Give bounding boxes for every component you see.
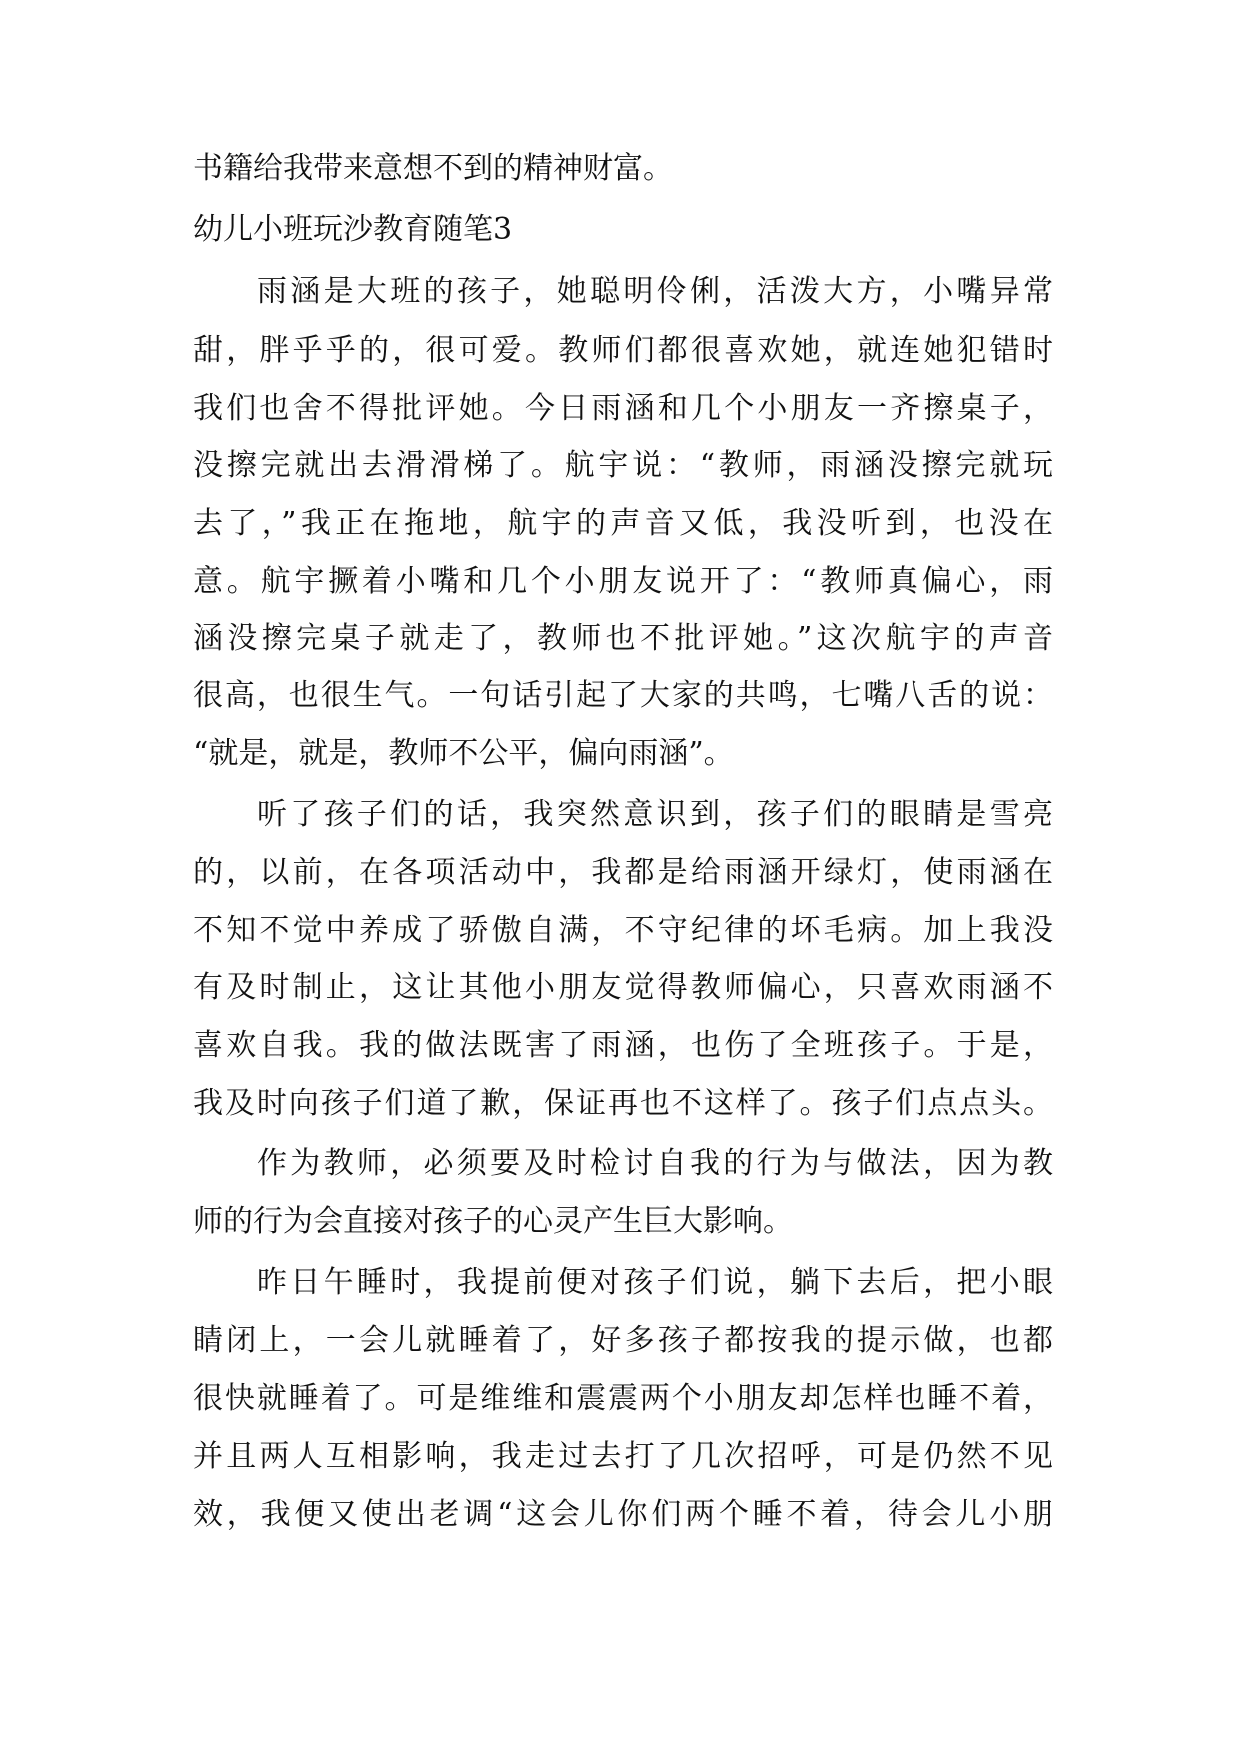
paragraph-line: 我们也舍不得批评她。今日雨涵和几个小朋友一齐擦桌子，	[193, 391, 1053, 426]
paragraph-line: 没擦完就出去滑滑梯了。航宇说：“教师，雨涵没擦完就玩	[193, 448, 1053, 483]
paragraph-line: 效，我便又使出老调“这会儿你们两个睡不着，待会儿小朋	[193, 1497, 1053, 1532]
paragraph-line: 的，以前，在各项活动中，我都是给雨涵开绿灯，使雨涵在	[193, 855, 1053, 890]
paragraph-line: 并且两人互相影响，我走过去打了几次招呼，可是仍然不见	[193, 1439, 1053, 1474]
paragraph-line: 昨日午睡时，我提前便对孩子们说，躺下去后，把小眼	[257, 1265, 1053, 1300]
paragraph-line: 睛闭上，一会儿就睡着了，好多孩子都按我的提示做，也都	[193, 1323, 1053, 1358]
paragraph-line: 很高，也很生气。一句话引起了大家的共鸣，七嘴八舌的说：	[193, 678, 1053, 713]
paragraph-line: 意。航宇撅着小嘴和几个小朋友说开了：“教师真偏心，雨	[193, 564, 1053, 599]
paragraph-line: 听了孩子们的话，我突然意识到，孩子们的眼睛是雪亮	[257, 797, 1053, 832]
paragraph-line: 雨涵是大班的孩子，她聪明伶俐，活泼大方，小嘴异常	[257, 274, 1053, 309]
paragraph-line: 师的行为会直接对孩子的心灵产生巨大影响。	[193, 1204, 793, 1239]
paragraph-line: 去了，”我正在拖地，航宇的声音又低，我没听到，也没在	[193, 506, 1053, 541]
paragraph-line: 作为教师，必须要及时检讨自我的行为与做法，因为教	[257, 1146, 1053, 1181]
paragraph-line: 不知不觉中养成了骄傲自满，不守纪律的坏毛病。加上我没	[193, 913, 1053, 948]
paragraph-line: 喜欢自我。我的做法既害了雨涵，也伤了全班孩子。于是，	[193, 1028, 1053, 1063]
paragraph-line: 甜，胖乎乎的，很可爱。教师们都很喜欢她，就连她犯错时	[193, 333, 1053, 368]
text-line: 书籍给我带来意想不到的精神财富。	[193, 151, 673, 186]
paragraph-line: 很快就睡着了。可是维维和震震两个小朋友却怎样也睡不着，	[193, 1381, 1053, 1416]
paragraph-line: 有及时制止，这让其他小朋友觉得教师偏心，只喜欢雨涵不	[193, 970, 1053, 1005]
section-heading: 幼儿小班玩沙教育随笔3	[193, 212, 513, 247]
paragraph-line: 涵没擦完桌子就走了，教师也不批评她。”这次航宇的声音	[193, 621, 1053, 656]
paragraph-line: “就是，就是，教师不公平，偏向雨涵”。	[193, 736, 734, 771]
paragraph-line: 我及时向孩子们道了歉，保证再也不这样了。孩子们点点头。	[193, 1086, 1053, 1121]
